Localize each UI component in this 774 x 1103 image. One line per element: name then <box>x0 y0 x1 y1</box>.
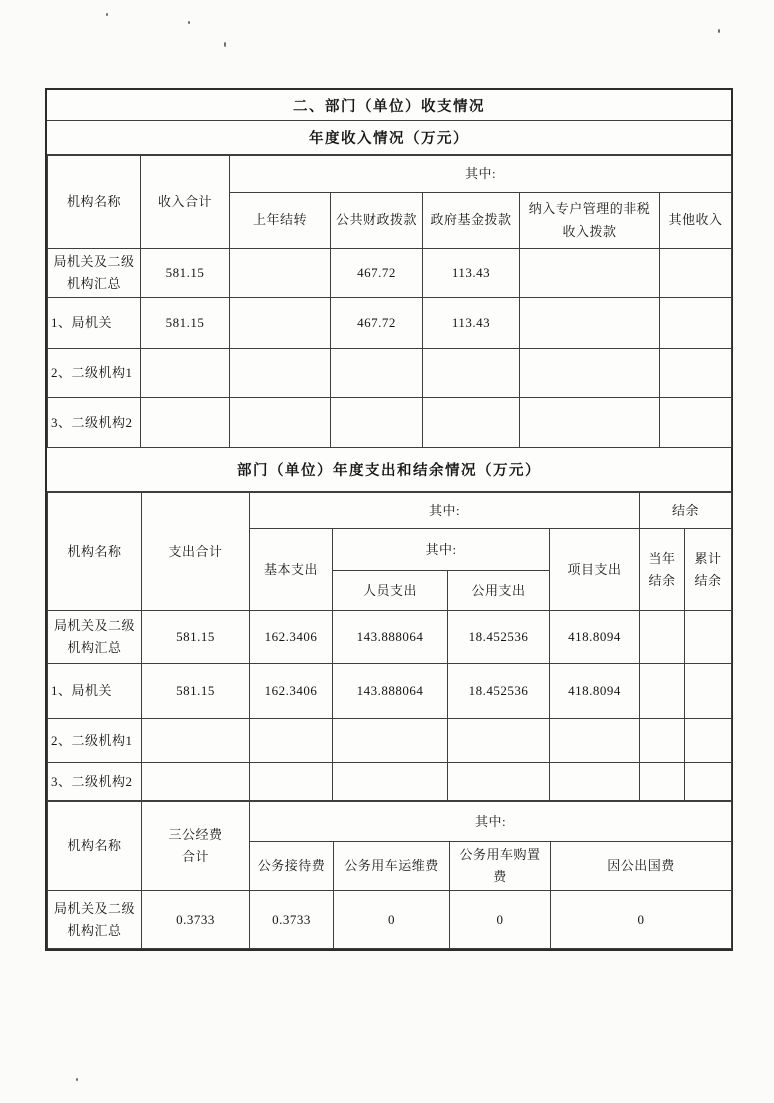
expense-header-org: 机构名称 <box>48 493 142 611</box>
cell-value <box>520 298 660 349</box>
cell-value: 581.15 <box>142 664 250 719</box>
expense-header-cumulative-balance: 累计结余 <box>685 529 732 611</box>
income-header-gov-fund: 政府基金拨款 <box>423 193 520 249</box>
cell-value <box>141 398 230 448</box>
cell-value <box>250 763 333 801</box>
table-row <box>48 249 732 298</box>
expense-header-project: 项目支出 <box>550 529 640 611</box>
cell-value <box>640 763 685 801</box>
cell-value: 113.43 <box>423 298 520 349</box>
table-row <box>48 763 732 801</box>
scan-speck <box>188 21 190 24</box>
cell-value <box>550 719 640 763</box>
cell-value <box>640 664 685 719</box>
page-title: 二、部门（单位）收支情况 <box>47 90 731 121</box>
expense-header-balance: 结余 <box>640 493 732 529</box>
cell-value: 418.8094 <box>550 664 640 719</box>
income-header-nontax: 纳入专户管理的非税收入拨款 <box>520 193 660 249</box>
scan-speck <box>76 1078 78 1081</box>
cell-value <box>520 249 660 298</box>
cell-value <box>520 398 660 448</box>
three-public-header-org: 机构名称 <box>48 802 142 891</box>
income-header-total: 收入合计 <box>141 156 230 249</box>
three-public-header-abroad: 因公出国费 <box>551 842 732 891</box>
row-label: 3、二级机构2 <box>48 398 141 448</box>
cell-value <box>331 349 423 398</box>
cell-value: 0 <box>551 891 732 949</box>
cell-value <box>230 249 331 298</box>
income-header-other: 其他收入 <box>660 193 732 249</box>
cell-value <box>333 719 448 763</box>
cell-value: 0.3733 <box>142 891 250 949</box>
cell-value <box>142 763 250 801</box>
expense-table <box>47 492 732 801</box>
cell-value <box>230 298 331 349</box>
table-row <box>48 611 732 664</box>
cell-value <box>448 763 550 801</box>
expense-header-personnel: 人员支出 <box>333 571 448 611</box>
cell-value: 113.43 <box>423 249 520 298</box>
cell-value: 0.3733 <box>250 891 334 949</box>
three-public-table <box>47 801 732 949</box>
expense-header-basic: 基本支出 <box>250 529 333 611</box>
cell-value: 18.452536 <box>448 611 550 664</box>
cell-value: 467.72 <box>331 249 423 298</box>
cell-value <box>448 719 550 763</box>
table-row <box>48 891 732 949</box>
cell-value: 162.3406 <box>250 664 333 719</box>
expense-header-year-balance: 当年结余 <box>640 529 685 611</box>
income-header-public-finance: 公共财政拨款 <box>331 193 423 249</box>
three-public-header-vehicle-purchase: 公务用车购置费 <box>450 842 551 891</box>
cell-value <box>142 719 250 763</box>
cell-value <box>250 719 333 763</box>
cell-value <box>141 349 230 398</box>
cell-value: 581.15 <box>142 611 250 664</box>
table-row <box>48 664 732 719</box>
scan-speck <box>224 42 226 47</box>
cell-value <box>685 611 732 664</box>
cell-value <box>660 249 732 298</box>
scan-speck <box>106 13 108 16</box>
income-header-among: 其中: <box>230 156 732 193</box>
three-public-header-reception: 公务接待费 <box>250 842 334 891</box>
cell-value <box>230 349 331 398</box>
cell-value <box>685 664 732 719</box>
three-public-header-total: 三公经费合计 <box>142 802 250 891</box>
cell-value: 581.15 <box>141 298 230 349</box>
cell-value <box>520 349 660 398</box>
row-label: 3、二级机构2 <box>48 763 142 801</box>
income-section-title: 年度收入情况（万元） <box>47 121 731 155</box>
cell-value: 418.8094 <box>550 611 640 664</box>
expense-header-among: 其中: <box>250 493 640 529</box>
row-label: 局机关及二级机构汇总 <box>48 891 142 949</box>
cell-value <box>230 398 331 448</box>
table-row <box>48 398 732 448</box>
row-label: 1、局机关 <box>48 664 142 719</box>
cell-value: 18.452536 <box>448 664 550 719</box>
cell-value <box>660 298 732 349</box>
cell-value <box>660 398 732 448</box>
income-header-carryover: 上年结转 <box>230 193 331 249</box>
cell-value: 581.15 <box>141 249 230 298</box>
document-frame <box>45 88 733 951</box>
cell-value <box>423 349 520 398</box>
row-label: 2、二级机构1 <box>48 719 142 763</box>
cell-value: 0 <box>450 891 551 949</box>
table-row <box>48 719 732 763</box>
expense-section-title: 部门（单位）年度支出和结余情况（万元） <box>47 448 731 492</box>
row-label: 局机关及二级机构汇总 <box>48 611 142 664</box>
cell-value <box>550 763 640 801</box>
table-row <box>48 298 732 349</box>
row-label: 局机关及二级机构汇总 <box>48 249 141 298</box>
income-table <box>47 155 732 448</box>
income-header-org: 机构名称 <box>48 156 141 249</box>
expense-header-among-inner: 其中: <box>333 529 550 571</box>
cell-value <box>423 398 520 448</box>
three-public-header-among: 其中: <box>250 802 732 842</box>
cell-value <box>685 763 732 801</box>
cell-value: 143.888064 <box>333 664 448 719</box>
table-row <box>48 349 732 398</box>
cell-value: 143.888064 <box>333 611 448 664</box>
cell-value: 0 <box>334 891 450 949</box>
cell-value <box>331 398 423 448</box>
cell-value <box>685 719 732 763</box>
cell-value <box>660 349 732 398</box>
cell-value <box>333 763 448 801</box>
cell-value: 467.72 <box>331 298 423 349</box>
cell-value: 162.3406 <box>250 611 333 664</box>
expense-header-public-use: 公用支出 <box>448 571 550 611</box>
three-public-header-vehicle-maintenance: 公务用车运维费 <box>334 842 450 891</box>
row-label: 1、局机关 <box>48 298 141 349</box>
expense-header-total: 支出合计 <box>142 493 250 611</box>
scan-speck <box>718 29 720 33</box>
row-label: 2、二级机构1 <box>48 349 141 398</box>
cell-value <box>640 719 685 763</box>
cell-value <box>640 611 685 664</box>
